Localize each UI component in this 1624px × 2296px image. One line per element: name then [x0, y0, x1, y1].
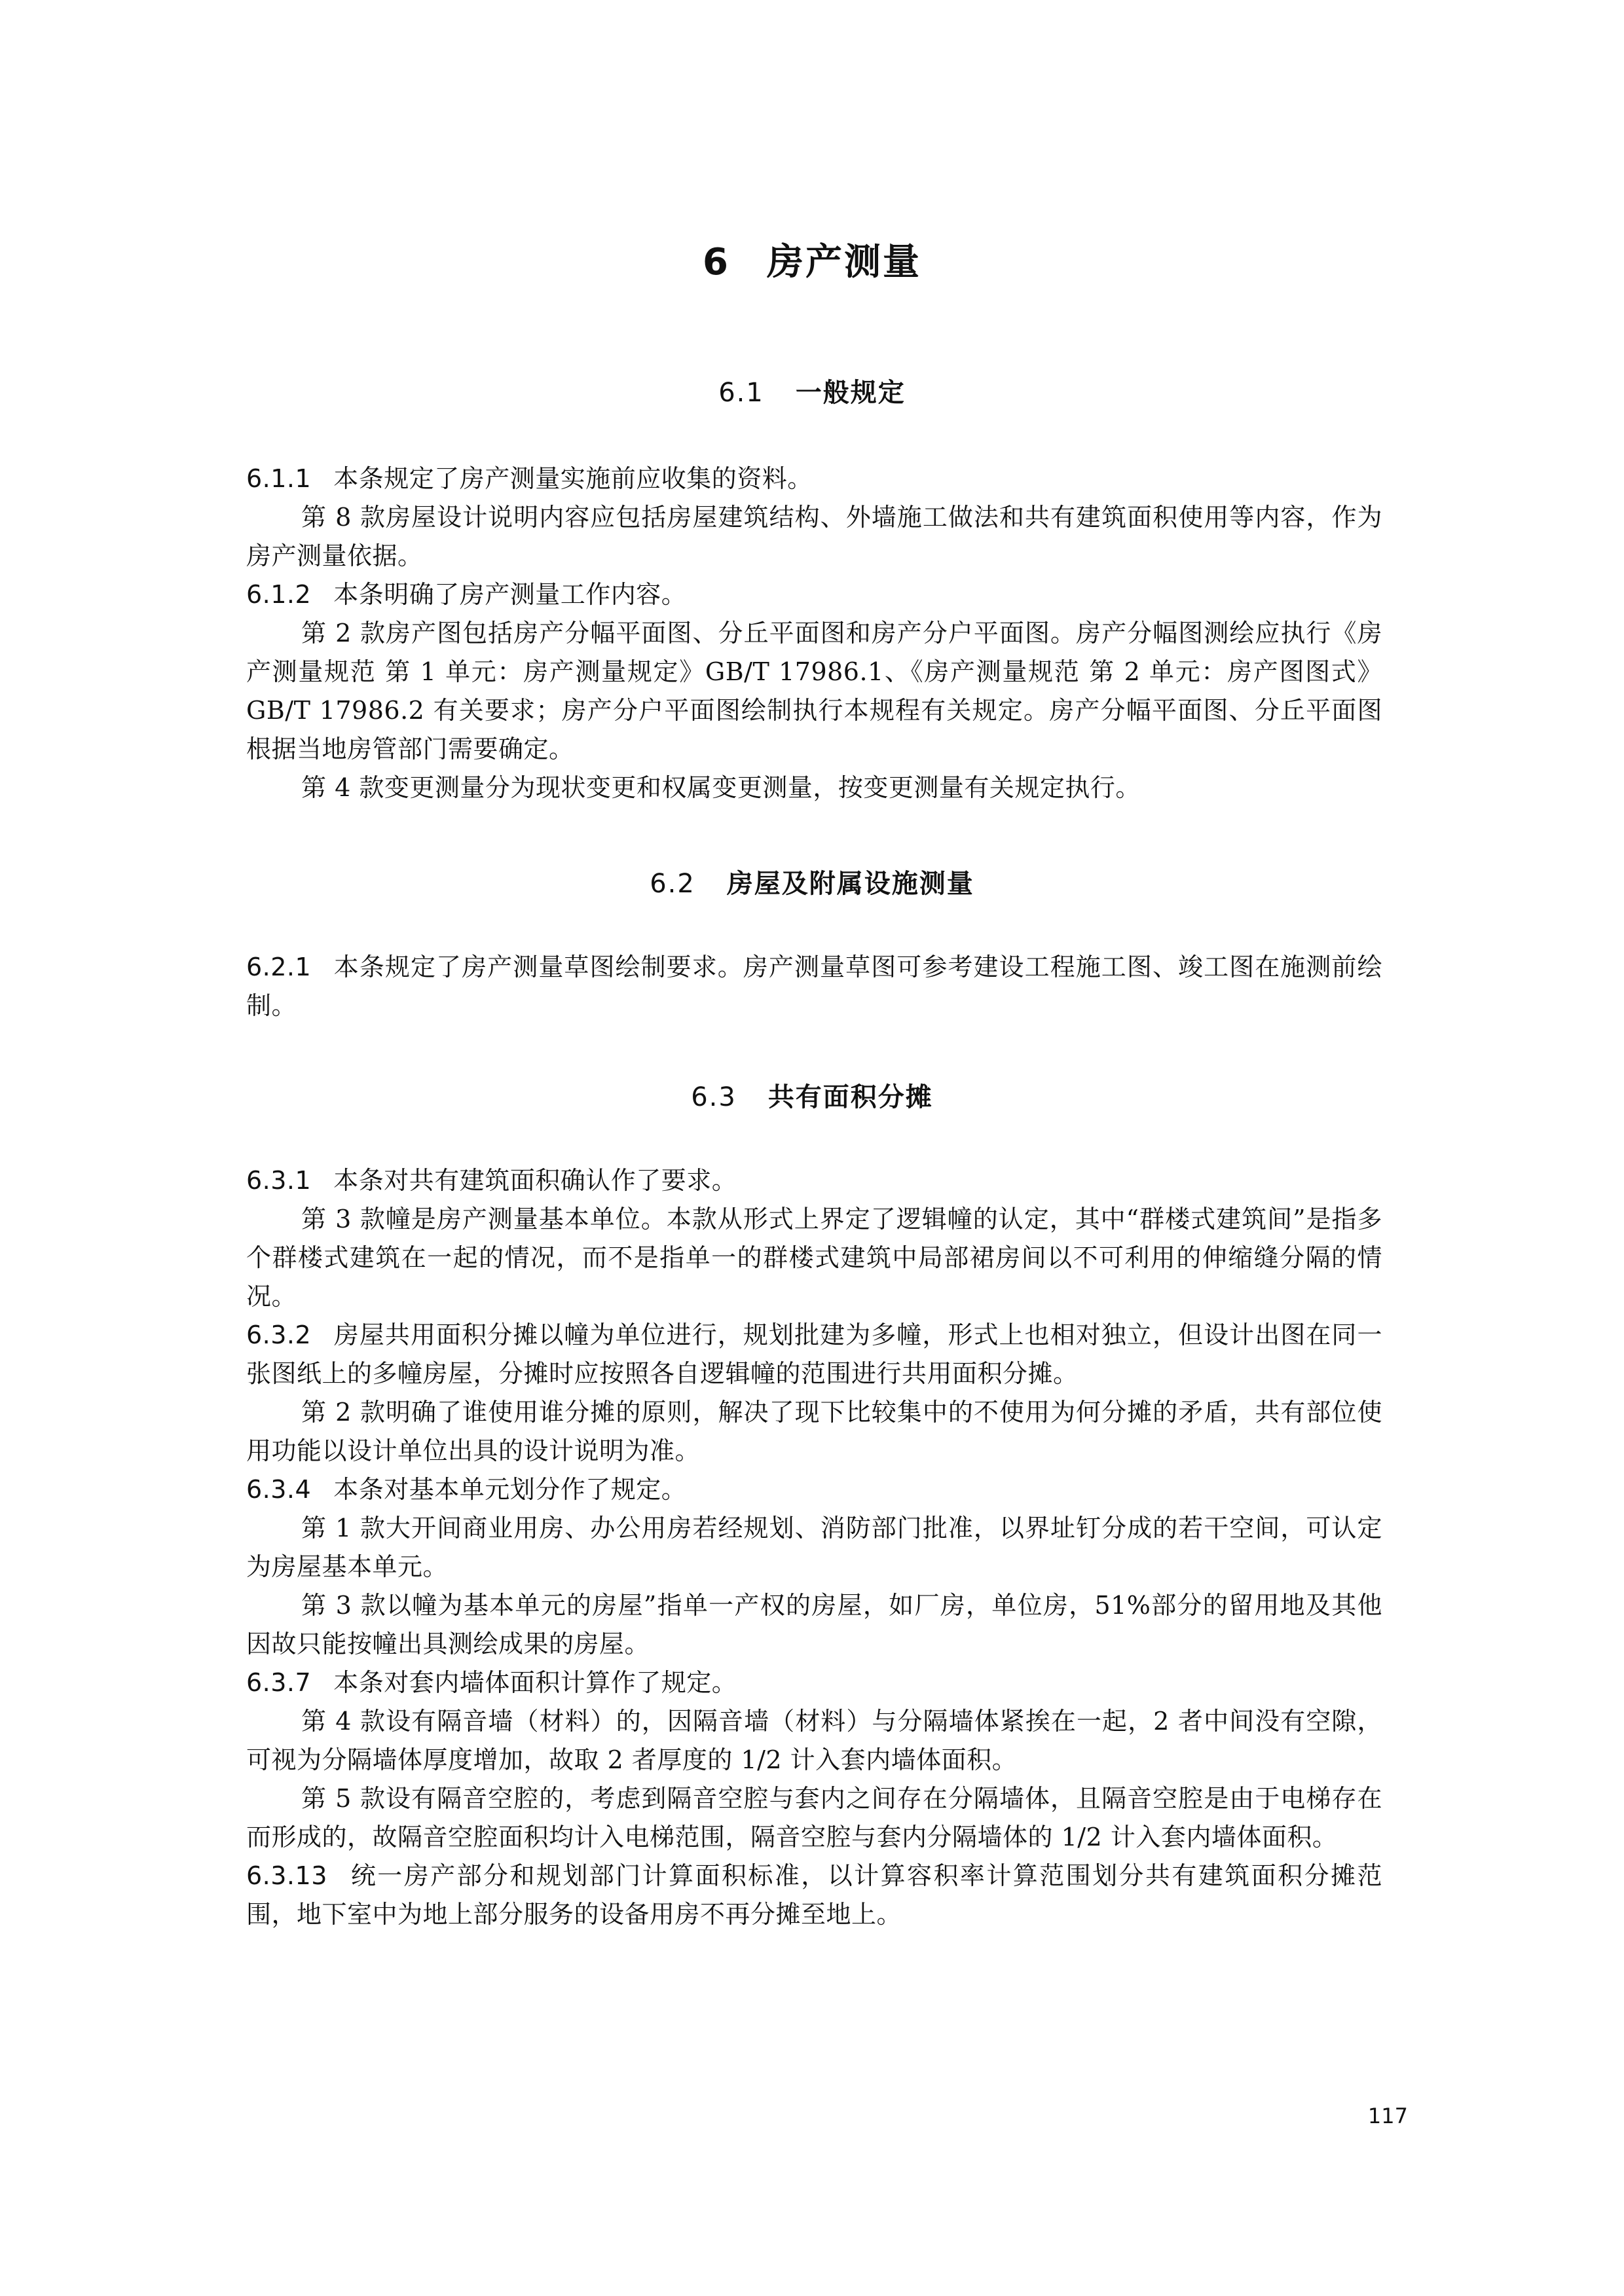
- clause-6-1-2: [246, 575, 1382, 614]
- clause-number: 6.2.1: [246, 953, 312, 981]
- clause-number: 6.1.2: [246, 580, 312, 609]
- clause-text: 本条规定了房产测量实施前应收集的资料。: [333, 464, 813, 493]
- clause-6-3-1: [246, 1161, 1382, 1200]
- clause-6-1-1: [246, 460, 1382, 498]
- clause-number: 6.3.7: [246, 1668, 312, 1697]
- clause-number: 6.1.1: [246, 464, 312, 493]
- paragraph: 第 2 款房产图包括房产分幅平面图、分丘平面图和房产分户平面图。房产分幅图测绘应执行《房产测量规范 第 1 单元：房产测量规定》GB/T 17986.1、《房产测量规范 第 2 单元：房产图图式》GB/T 17986.2 有关要求；房产分户平面图绘制执行本规程有关规定。房产分幅平面图、分丘平面图根据当地房管部门需要确定。: [246, 619, 1382, 763]
- paragraph: 第 2 款明确了谁使用谁分摊的原则，解决了现下比较集中的不使用为何分摊的矛盾，共有部位使用功能以设计单位出具的设计说明为准。: [246, 1398, 1382, 1465]
- clause-text: 本条对套内墙体面积计算作了规定。: [333, 1668, 737, 1697]
- clause-6-3-13: [246, 1857, 1382, 1934]
- section-title-text: 一般规定: [795, 378, 906, 408]
- clause-6-2-1: [246, 948, 1382, 1025]
- clause-6-3-7: [246, 1664, 1382, 1702]
- clause-text: 本条对基本单元划分作了规定。: [333, 1475, 687, 1504]
- clause-text: 本条规定了房产测量草图绘制要求。房产测量草图可参考建设工程施工图、竣工图在施测前绘制。: [246, 953, 1382, 1020]
- paragraph: 第 4 款变更测量分为现状变更和权属变更测量，按变更测量有关规定执行。: [301, 773, 1141, 802]
- page-number: 117: [1367, 2104, 1408, 2128]
- clause-number: 6.3.1: [246, 1166, 312, 1195]
- clause-text: 本条明确了房产测量工作内容。: [333, 580, 687, 609]
- section-title-6-3: [0, 1075, 1624, 1120]
- paragraph: 第 4 款设有隔音墙（材料）的，因隔音墙（材料）与分隔墙体紧挨在一起，2 者中间没有空隙，可视为分隔墙体厚度增加，故取 2 者厚度的 1/2 计入套内墙体面积。: [246, 1707, 1382, 1774]
- section-number: 6.1: [718, 378, 764, 408]
- clause-number: 6.3.13: [246, 1861, 327, 1890]
- section-title-6-1: [0, 371, 1624, 415]
- paragraph: 第 3 款幢是房产测量基本单位。本款从形式上界定了逻辑幢的认定，其中“群楼式建筑间”是指多个群楼式建筑在一起的情况，而不是指单一的群楼式建筑中局部裙房间以不可利用的伸缩缝分隔的情况。: [246, 1205, 1382, 1311]
- chapter-number: 6: [703, 241, 730, 283]
- clause-text: 房屋共用面积分摊以幢为单位进行，规划批建为多幢，形式上也相对独立，但设计出图在同一张图纸上的多幢房屋，分摊时应按照各自逻辑幢的范围进行共用面积分摊。: [246, 1321, 1382, 1388]
- section-number: 6.3: [691, 1082, 737, 1112]
- section-body-6-1: [246, 460, 1382, 807]
- paragraph: 第 1 款大开间商业用房、办公用房若经规划、消防部门批准，以界址钉分成的若干空间，可认定为房屋基本单元。: [246, 1514, 1382, 1581]
- clause-number: 6.3.4: [246, 1475, 312, 1504]
- section-body-6-3: [246, 1161, 1382, 1934]
- clause-number: 6.3.2: [246, 1321, 312, 1349]
- section-body-6-2: [246, 948, 1382, 1025]
- clause-text: 本条对共有建筑面积确认作了要求。: [333, 1166, 737, 1195]
- section-title-text: 共有面积分摊: [767, 1082, 933, 1112]
- paragraph: 第 5 款设有隔音空腔的，考虑到隔音空腔与套内之间存在分隔墙体，且隔音空腔是由于电梯存在而形成的，故隔音空腔面积均计入电梯范围，隔音空腔与套内分隔墙体的 1/2 计入套内墙体面积。: [246, 1784, 1382, 1851]
- paragraph: 第 8 款房屋设计说明内容应包括房屋建筑结构、外墙施工做法和共有建筑面积使用等内容，作为房产测量依据。: [246, 503, 1382, 570]
- section-title-6-2: [0, 862, 1624, 906]
- clause-text: 统一房产部分和规划部门计算面积标准，以计算容积率计算范围划分共有建筑面积分摊范围，地下室中为地上部分服务的设备用房不再分摊至地上。: [246, 1861, 1382, 1929]
- clause-6-3-4: [246, 1470, 1382, 1509]
- section-number: 6.2: [650, 869, 695, 899]
- chapter-title-text: 房产测量: [766, 241, 921, 283]
- clause-6-3-2: [246, 1316, 1382, 1393]
- chapter-title: [0, 233, 1624, 292]
- paragraph: 第 3 款以幢为基本单元的房屋”指单一产权的房屋，如厂房，单位房，51%部分的留用地及其他因故只能按幢出具测绘成果的房屋。: [246, 1591, 1382, 1658]
- section-title-text: 房屋及附属设施测量: [726, 869, 974, 899]
